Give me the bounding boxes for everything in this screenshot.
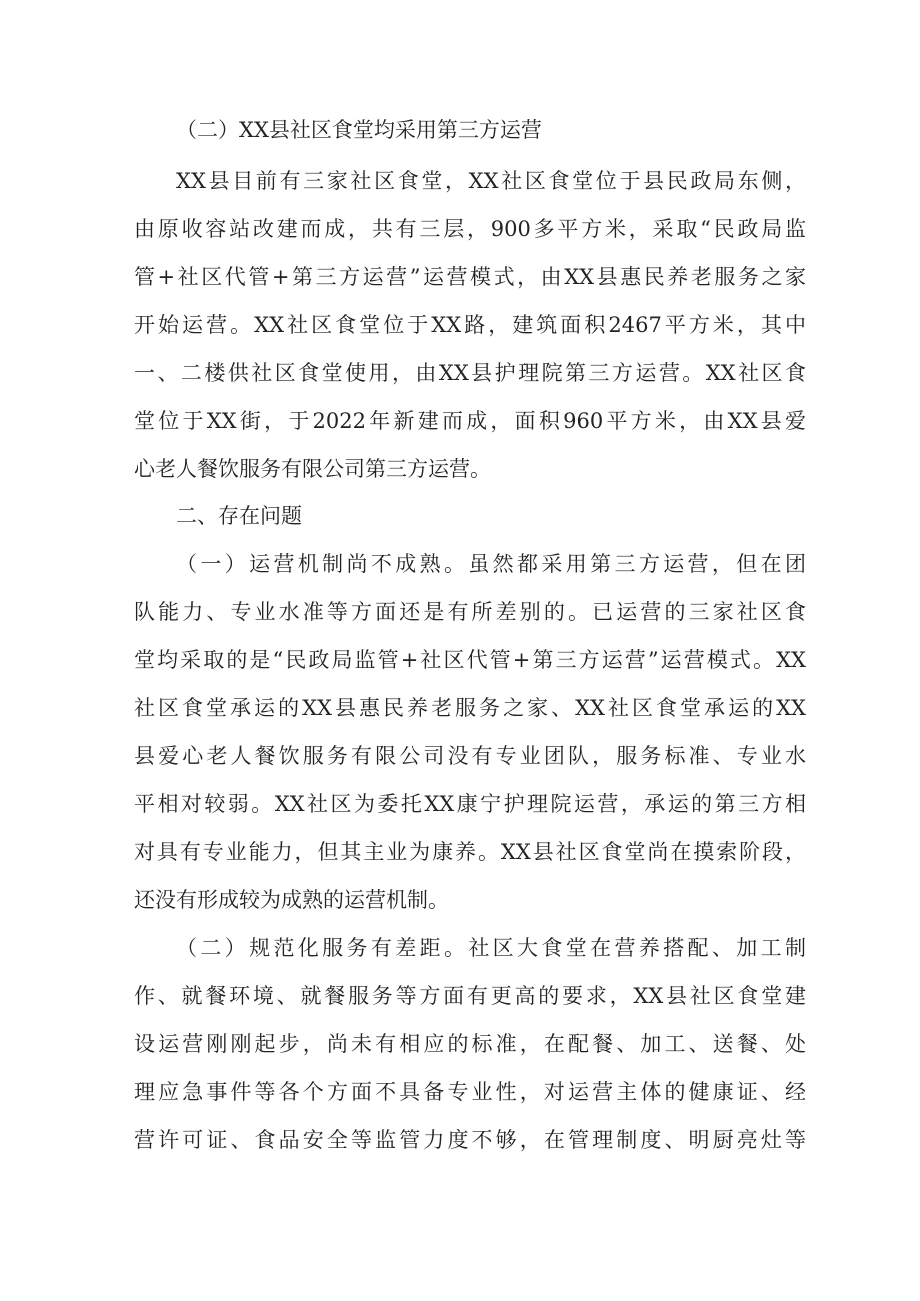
paragraph-line: 一、二楼供社区食堂使用，由XX县护理院第三方运营。XX社区食 bbox=[134, 361, 806, 385]
paragraph-line: XX县目前有三家社区食堂，XX社区食堂位于县民政局东侧， bbox=[176, 169, 806, 193]
paragraph-line: 作、就餐环境、就餐服务等方面有更高的要求，XX县社区食堂建 bbox=[134, 984, 806, 1008]
paragraph-line: 堂位于XX街，于2022年新建而成，面积960平方米，由XX县爱 bbox=[134, 409, 806, 433]
paragraph-line: （一）运营机制尚不成熟。虽然都采用第三方运营，但在团 bbox=[176, 552, 806, 576]
paragraph-line: 理应急事件等各个方面不具备专业性，对运营主体的健康证、经 bbox=[134, 1080, 806, 1104]
paragraph-line: 县爱心老人餐饮服务有限公司没有专业团队，服务标准、专业水 bbox=[134, 744, 806, 768]
paragraph-line: 心老人餐饮服务有限公司第三方运营。 bbox=[134, 457, 491, 481]
paragraph-line: 对具有专业能力，但其主业为康养。XX县社区食堂尚在摸索阶段， bbox=[134, 840, 806, 864]
paragraph-line: 平相对较弱。XX社区为委托XX康宁护理院运营，承运的第三方相 bbox=[134, 792, 806, 816]
paragraph-line: 设运营刚刚起步，尚未有相应的标准，在配餐、加工、送餐、处 bbox=[134, 1032, 806, 1056]
paragraph-line: 堂均采取的是“民政局监管+社区代管+第三方运营”运营模式。XX bbox=[134, 648, 806, 672]
paragraph-line: （二）规范化服务有差距。社区大食堂在营养搭配、加工制 bbox=[176, 936, 806, 960]
paragraph-line: 队能力、专业水准等方面还是有所差别的。已运营的三家社区食 bbox=[134, 600, 806, 624]
paragraph-line: 社区食堂承运的XX县惠民养老服务之家、XX社区食堂承运的XX bbox=[134, 696, 806, 720]
section-heading-issues: 二、存在问题 bbox=[176, 504, 302, 528]
section-heading-2: （二）XX县社区食堂均采用第三方运营 bbox=[176, 118, 542, 142]
paragraph-line: 还没有形成较为成熟的运营机制。 bbox=[134, 888, 449, 912]
paragraph-line: 由原收容站改建而成，共有三层，900多平方米，采取“民政局监 bbox=[134, 217, 806, 241]
paragraph-line: 开始运营。XX社区食堂位于XX路，建筑面积2467平方米，其中 bbox=[134, 313, 806, 337]
paragraph-line: 管+社区代管+第三方运营”运营模式，由XX县惠民养老服务之家 bbox=[134, 265, 806, 289]
paragraph-line: 营许可证、食品安全等监管力度不够，在管理制度、明厨亮灶等 bbox=[134, 1128, 806, 1152]
